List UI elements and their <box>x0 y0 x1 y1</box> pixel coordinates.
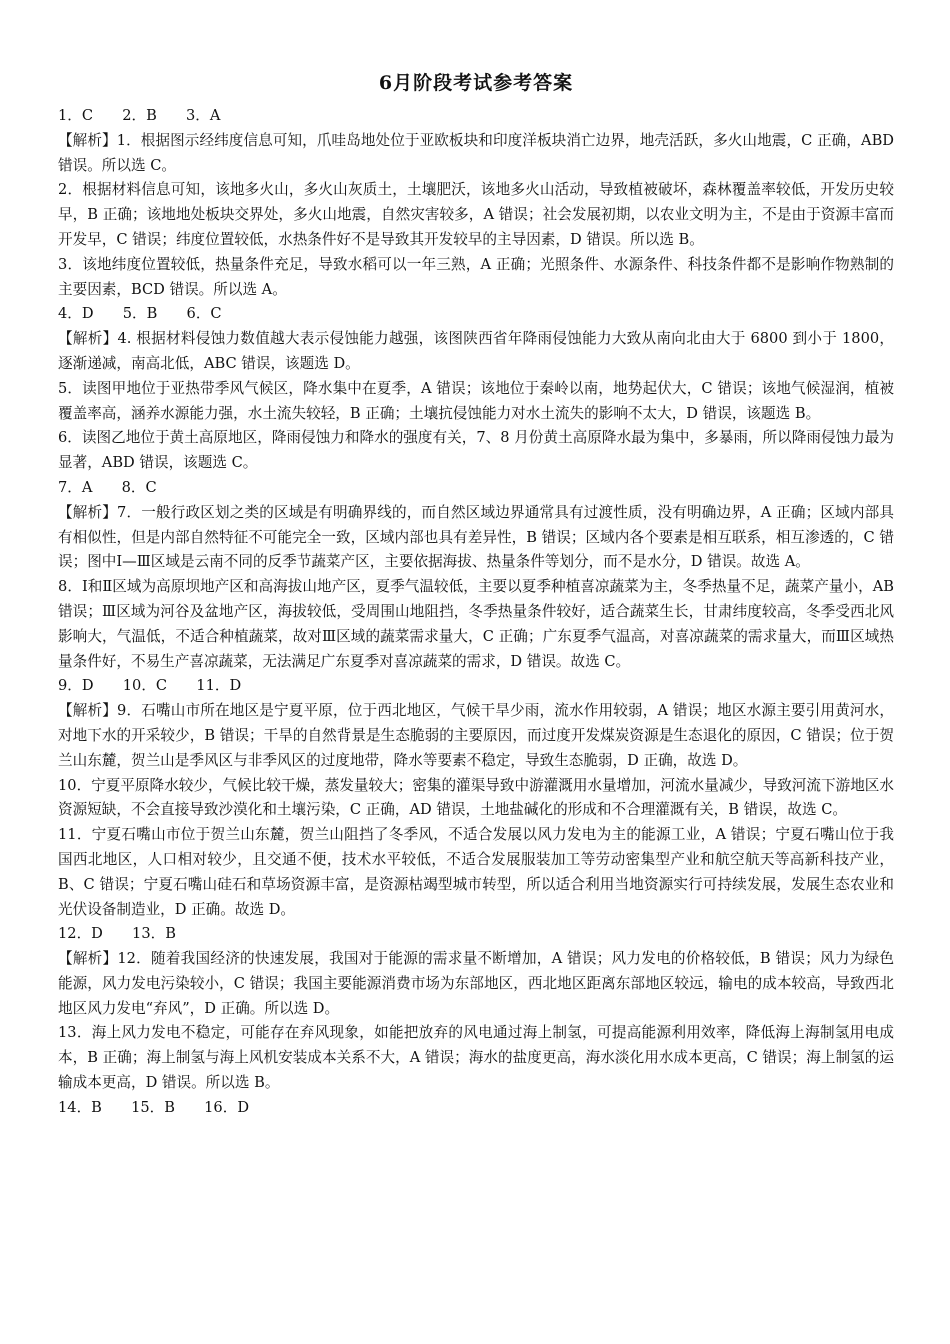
explanation-q11: 11．宁夏石嘴山市位于贺兰山东麓，贺兰山阻挡了冬季风，不适合发展以风力发电为主的能源工业，A 错误；宁夏石嘴山位于我国西北地区，人口相对较少，且交通不便，技术水平较低，不适合发展服装加工等劳动密集型产业和航空航天等高新科技产业，B、C 错误；宁夏石嘴山硅石和草场资源丰富，是资源枯竭型城市转型，所以适合利用当地资源实行可持续发展，发展生态农业和光伏设备制造业，D 正确。故选 D。 <box>58 826 894 918</box>
explanation-q3: 3．该地纬度位置较低，热量条件充足，导致水稻可以一年三熟，A 正确；光照条件、水源条件、科技条件都不是影响作物熟制的主要因素，BCD 错误。所以选 A。 <box>58 255 894 298</box>
answer-key-1-3: 1．C 2．B 3．A <box>58 107 221 124</box>
explanation-q1: 【解析】1．根据图示经纬度信息可知，爪哇岛地处位于亚欧板块和印度洋板块消亡边界，地壳活跃，多火山地震，C 正确，ABD 错误。所以选 C。 <box>58 131 894 174</box>
explanation-q6: 6．读图乙地位于黄土高原地区，降雨侵蚀力和降水的强度有关，7、8 月份黄土高原降水最为集中，多暴雨，所以降雨侵蚀力最为显著，ABD 错误，该题选 C。 <box>58 429 894 472</box>
explanation-q9: 【解析】9．石嘴山市所在地区是宁夏平原，位于西北地区，气候干旱少雨，流水作用较弱，A 错误；地区水源主要引用黄河水，对地下水的开采较少，B 错误；干旱的自然背景是生态脆弱的主要原因，而过度开发煤炭资源是生态退化的原因，C 错误；位于贺兰山东麓，贺兰山是季风区与非季风区的过度地带，降水等要素不稳定，导致生态脆弱，D 正确，故选 D。 <box>58 702 894 769</box>
answer-key-12-13: 12．D 13．B <box>58 925 176 943</box>
answer-key-7-8: 7．A 8．C <box>58 478 157 496</box>
explanation-q7: 【解析】7．一般行政区划之类的区域是有明确界线的，而自然区域边界通常具有过渡性质，没有明确边界，A 正确；区域内部具有相似性，但是内部自然特征不可能完全一致，区域内部也具有差异性，B 错误；区域内各个要素是相互联系，相互渗透的，C 错误；图中Ⅰ—Ⅲ区域是云南不同的反季节蔬菜产区，主要依据海拔、热量条件等划分，而不是水分，D 错误。故选 A。 <box>58 503 894 571</box>
answer-content <box>58 104 894 1121</box>
answer-key-4-6: 4．D 5．B 6．C <box>58 305 222 323</box>
explanation-q5: 5．读图甲地位于亚热带季风气候区，降水集中在夏季，A 错误；该地位于秦岭以南，地势起伏大，C 错误；该地气候湿润，植被覆盖率高，涵养水源能力强，水土流失较轻，B 正确；土壤抗侵蚀能力对水土流失的影响不太大，D 错误，该题选 B。 <box>58 379 894 422</box>
answer-key-14-16: 14．B 15．B 16．D <box>58 1098 250 1116</box>
explanation-q10: 10．宁夏平原降水较少，气候比较干燥，蒸发量较大；密集的灌渠导致中游灌溉用水量增加，河流水量减少，导致河流下游地区水资源短缺，不会直接导致沙漠化和土壤污染，C 正确，AD 错误，土地盐碱化的形成和不合理灌溉有关，B 错误，故选 C。 <box>58 776 894 819</box>
explanation-q13: 13．海上风力发电不稳定，可能存在弃风现象，如能把放弃的风电通过海上制氢，可提高能源利用效率，降低海上海制氢用电成本，B 正确；海上制氢与海上风机安装成本关系不大，A 错误；海水的盐度更高，海水淡化用水成本更高，C 错误；海上制氢的运输成本更高，D 错误。所以选 B。 <box>58 1024 894 1092</box>
explanation-q4: 【解析】4. 根据材料侵蚀力数值越大表示侵蚀能力越强，该图陕西省年降雨侵蚀能力大致从南向北由大于 6800 到小于 1800，逐渐递减，南高北低，ABC 错误，该题选 D。 <box>58 330 894 372</box>
explanation-q12: 【解析】12．随着我国经济的快速发展，我国对于能源的需求量不断增加，A 错误；风力发电的价格较低，B 错误；风力为绿色能源，风力发电污染较小，C 错误；我国主要能源消费市场为东部地区，西北地区距离东部地区较远，输电的成本较高，导致西北地区风力发电“弃风”，D 正确。所以选 D。 <box>58 950 894 1017</box>
answer-sheet-page <box>58 68 894 1121</box>
explanation-q8: 8．Ⅰ和Ⅱ区域为高原坝地产区和高海拔山地产区，夏季气温较低，主要以夏季种植喜凉蔬菜为主，冬季热量不足，蔬菜产量小，AB 错误；Ⅲ区域为河谷及盆地产区，海拔较低，受周围山地阻挡，冬季热量条件较好，适合蔬菜生长，甘肃纬度较高，冬季受西北风影响大，气温低，不适合种植蔬菜，故对Ⅲ区域的蔬菜需求量大，C 正确；广东夏季气温高，对喜凉蔬菜的需求量大，而Ⅲ区域热量条件好，不易生产喜凉蔬菜，无法满足广东夏季对喜凉蔬菜的需求，D 错误。故选 C。 <box>58 578 894 670</box>
page-title: 6月阶段考试参考答案 <box>378 72 574 94</box>
answer-key-9-11: 9．D 10．C 11．D <box>58 677 242 695</box>
explanation-q2: 2．根据材料信息可知，该地多火山，多火山灰质土，土壤肥沃，该地多火山活动，导致植被破坏，森林覆盖率较低，开发历史较早，B 正确；该地地处板块交界处，多火山地震，自然灾害较多，A 错误；社会发展初期，以农业文明为主，不是由于资源丰富而开发早，C 错误；纬度位置较低，水热条件好不是导致其开发较早的主导因素，D 错误。所以选 B。 <box>58 181 894 248</box>
